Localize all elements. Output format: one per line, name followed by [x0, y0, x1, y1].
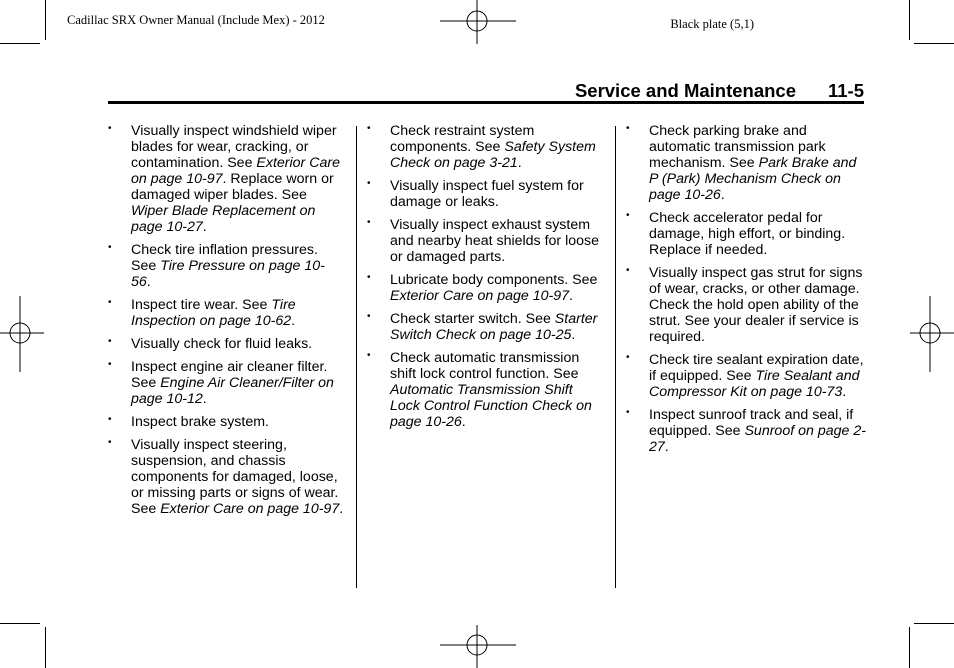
list-item [108, 336, 344, 352]
item-text: Lubricate body components. See [390, 272, 598, 288]
column-3 [626, 123, 868, 462]
item-text: Inspect tire wear. See [131, 297, 272, 313]
bullet-icon: • [108, 297, 112, 308]
cross-reference: Exterior Care on page 10-97 [131, 155, 340, 187]
crop-mark [914, 623, 954, 624]
bullet-icon: • [626, 210, 630, 221]
bullet-icon: • [108, 336, 112, 347]
item-text: . [202, 219, 207, 235]
bullet-icon: • [367, 311, 371, 322]
item-text: Visually inspect steering, suspension, and chassis components for damaged, loose, or missing parts or signs of wear. See [131, 437, 339, 517]
bullet-icon: • [367, 217, 371, 228]
registration-mark-icon [440, 625, 516, 668]
bullet-icon: • [367, 272, 371, 283]
item-text: Check tire sealant expiration date, if equipped. See [649, 352, 864, 384]
list-item [367, 217, 605, 265]
item-text: Visually check for fluid leaks. [131, 336, 313, 352]
item-text: . [571, 327, 576, 343]
bullet-icon: • [108, 123, 112, 134]
list-item [367, 272, 605, 304]
column-2 [367, 123, 605, 437]
section-heading [108, 80, 864, 102]
item-text: Check parking brake and automatic transmission park mechanism. See [649, 123, 826, 171]
heading-rule [108, 101, 864, 104]
item-text: Check accelerator pedal for damage, high effort, or binding. Replace if needed. [649, 210, 846, 258]
list-item [108, 414, 344, 430]
list-item [367, 123, 605, 171]
item-text: Check tire inflation pressures. See [131, 242, 318, 274]
item-text: Visually inspect windshield wiper blades for wear, cracking, or contamination. See [131, 123, 337, 171]
list-item [108, 359, 344, 407]
item-text: . Replace worn or damaged wiper blades. See [131, 171, 334, 203]
cross-reference: Automatic Transmission Shift Lock Control Function Check on page 10-26 [390, 382, 592, 430]
list-item [108, 297, 344, 329]
maintenance-list [108, 123, 344, 517]
bullet-icon: • [108, 414, 112, 425]
bullet-icon: • [108, 359, 112, 370]
bullet-icon: • [626, 352, 630, 363]
crop-mark [45, 0, 46, 40]
item-text: . [291, 313, 296, 329]
item-text: Check restraint system components. See [390, 123, 535, 155]
crop-mark [909, 0, 910, 40]
item-text: Visually inspect fuel system for damage or leaks. [390, 178, 584, 210]
registration-mark-icon [0, 296, 44, 372]
section-title: Service and Maintenance [574, 80, 796, 101]
crop-mark [909, 627, 910, 668]
list-item [108, 242, 344, 290]
maintenance-list [367, 123, 605, 430]
item-text: . [517, 155, 522, 171]
list-item [626, 352, 868, 400]
item-text: Visually inspect gas strut for signs of wear, cracks, or other damage. Check the hold open ability of the strut. See your dealer if service is required. [649, 265, 863, 345]
cross-reference: Engine Air Cleaner/Filter on page 10-12 [131, 375, 334, 407]
cross-reference: Starter Switch Check on page 10-25 [390, 311, 598, 343]
item-text: Inspect engine air cleaner filter. See [131, 359, 328, 391]
bullet-icon: • [108, 242, 112, 253]
item-text: . [569, 288, 573, 304]
item-text: . [202, 391, 207, 407]
bullet-icon: • [367, 123, 371, 134]
cross-reference: Exterior Care on page 10-97 [160, 501, 340, 517]
crop-mark [0, 43, 40, 44]
list-item [367, 311, 605, 343]
list-item [367, 350, 605, 430]
plate-label: Black plate (5,1) [670, 17, 754, 31]
maintenance-list [626, 123, 868, 455]
item-text: . [339, 501, 344, 517]
cross-reference: Safety System Check on page 3-21 [390, 139, 596, 171]
list-item [108, 123, 344, 235]
cross-reference: Exterior Care on page 10-97 [390, 288, 570, 304]
item-text: . [664, 439, 669, 455]
list-item [108, 437, 344, 517]
cross-reference: Tire Sealant and Compressor Kit on page 10-73 [649, 368, 860, 400]
item-text: . [842, 384, 847, 400]
crop-mark [45, 627, 46, 668]
item-text: Check starter switch. See [390, 311, 555, 327]
page-number: 11-5 [827, 80, 864, 101]
crop-mark [0, 623, 40, 624]
bullet-icon: • [367, 178, 371, 189]
cross-reference: Park Brake and P (Park) Mechanism Check on page 10-26 [649, 155, 857, 203]
column-1 [108, 123, 344, 524]
item-text: . [146, 274, 151, 290]
list-item [626, 265, 868, 345]
manual-title: Cadillac SRX Owner Manual (Include Mex) - 2012 [67, 13, 325, 27]
registration-mark-icon [910, 296, 954, 372]
cross-reference: Tire Pressure on page 10-56 [131, 258, 325, 290]
item-text: Visually inspect exhaust system and nearby heat shields for loose or damaged parts. [390, 217, 600, 265]
column-divider [615, 126, 616, 588]
item-text: Inspect sunroof track and seal, if equipped. See [649, 407, 854, 439]
cross-reference: Tire Inspection on page 10-62 [131, 297, 296, 329]
list-item [626, 123, 868, 203]
bullet-icon: • [626, 265, 630, 276]
cross-reference: Sunroof on page 2-27 [649, 423, 866, 455]
item-text: . [461, 414, 466, 430]
item-text: . [720, 187, 725, 203]
list-item [367, 178, 605, 210]
item-text: Inspect brake system. [131, 414, 269, 430]
bullet-icon: • [626, 407, 630, 418]
list-item [626, 407, 868, 455]
list-item [626, 210, 868, 258]
column-divider [356, 126, 357, 588]
bullet-icon: • [108, 437, 112, 448]
registration-mark-icon [440, 0, 516, 44]
crop-mark [914, 43, 954, 44]
bullet-icon: • [367, 350, 371, 361]
item-text: Check automatic transmission shift lock control function. See [390, 350, 580, 382]
bullet-icon: • [626, 123, 630, 134]
cross-reference: Wiper Blade Replacement on page 10-27 [131, 203, 316, 235]
